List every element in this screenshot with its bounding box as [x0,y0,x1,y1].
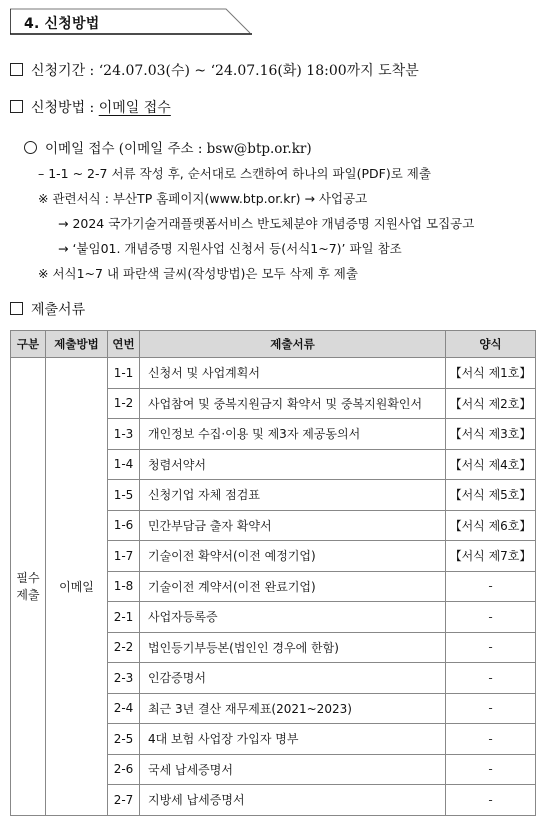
row-form: - [446,754,536,785]
row-form: 【서식 제1호】 [446,358,536,389]
row-form: 【서식 제4호】 [446,449,536,480]
row-form: 【서식 제2호】 [446,388,536,419]
row-no: 2-1 [108,602,140,633]
section-title-box [10,8,252,35]
row-document: 사업참여 및 중복지원금지 확약서 및 중복지원확인서 [140,388,446,419]
email-note1: ※ 관련서식 : 부산TP 홈페이지(www.btp.or.kr) → 사업공고 [38,191,368,206]
table-header-row [11,331,536,358]
email-heading: 이메일 접수 (이메일 주소 : bsw@btp.or.kr) [45,141,312,157]
row-no: 1-6 [108,510,140,541]
method-line: 신청방법 : 이메일 접수 [10,97,171,117]
row-no: 2-2 [108,632,140,663]
category-cell [11,358,46,816]
docs-title-line [10,299,85,319]
row-form: 【서식 제6호】 [446,510,536,541]
row-no: 1-1 [108,358,140,389]
checkbox-square-icon [10,63,23,76]
table-body [11,358,536,816]
row-form: 【서식 제7호】 [446,541,536,572]
row-document: 국세 납세증명서 [140,754,446,785]
row-no: 2-6 [108,754,140,785]
row-document: 인감증명서 [140,663,446,694]
row-no: 2-7 [108,785,140,816]
table-row [11,358,536,389]
row-document: 개인정보 수집·이용 및 제3자 제공동의서 [140,419,446,450]
email-heading-line [24,137,312,157]
row-document: 최근 3년 결산 재무제표(2021~2023) [140,693,446,724]
row-form: - [446,571,536,602]
row-form: 【서식 제5호】 [446,480,536,511]
checkbox-square-icon [10,302,23,315]
method-value: 이메일 접수 [98,100,171,116]
row-no: 1-3 [108,419,140,450]
header-category: 구분 [11,331,46,358]
header-method: 제출방법 [46,331,108,358]
row-form: - [446,663,536,694]
row-document: 4대 보험 사업장 가입자 명부 [140,724,446,755]
checkbox-square-icon [10,100,23,113]
row-document: 기술이전 계약서(이전 완료기업) [140,571,446,602]
row-no: 1-7 [108,541,140,572]
row-form: - [446,785,536,816]
header-no: 연번 [108,331,140,358]
submit-method-cell: 이메일 [46,358,108,816]
row-form: - [446,602,536,633]
row-no: 1-2 [108,388,140,419]
section-title: 4. 신청방법 [24,16,100,32]
email-note1-sub2: → ‘붙임01. 개념증명 지원사업 신청서 등(서식1~7)’ 파일 참조 [58,241,402,256]
row-no: 2-3 [108,663,140,694]
email-line1: – 1-1 ~ 2-7 서류 작성 후, 순서대로 스캔하여 하나의 파일(PDF)로 제출 [38,166,431,181]
header-document: 제출서류 [140,331,446,358]
row-document: 사업자등록증 [140,602,446,633]
row-no: 1-4 [108,449,140,480]
method-label: 신청방법 [31,100,86,116]
category-line1: 필수 [16,571,40,586]
period-label: 신청기간 [31,63,86,79]
row-form: 【서식 제3호】 [446,419,536,450]
documents-table [10,330,536,816]
row-no: 1-5 [108,480,140,511]
row-form: - [446,693,536,724]
row-document: 법인등기부등본(법인인 경우에 한함) [140,632,446,663]
email-note2: ※ 서식1~7 내 파란색 글씨(작성방법)은 모두 삭제 후 제출 [38,266,358,281]
header-form: 양식 [446,331,536,358]
period-line: 신청기간 : ‘24.07.03(수) ~ ‘24.07.16(화) 18:00까지 도착분 [10,60,419,80]
circle-bullet-icon [24,141,37,154]
row-form: - [446,724,536,755]
row-document: 민간부담금 출자 확약서 [140,510,446,541]
period-value: ‘24.07.03(수) ~ ‘24.07.16(화) 18:00까지 도착분 [98,63,419,79]
row-form: - [446,632,536,663]
row-no: 2-5 [108,724,140,755]
email-note1-sub: → 2024 국가기술거래플랫폼서비스 반도체분야 개념증명 지원사업 모집공고 [58,216,475,231]
docs-title: 제출서류 [31,302,86,318]
row-no: 2-4 [108,693,140,724]
category-line2: 제출 [16,588,40,603]
row-document: 신청서 및 사업계획서 [140,358,446,389]
row-document: 기술이전 확약서(이전 예정기업) [140,541,446,572]
row-document: 청렴서약서 [140,449,446,480]
row-document: 신청기업 자체 점검표 [140,480,446,511]
row-document: 지방세 납세증명서 [140,785,446,816]
row-no: 1-8 [108,571,140,602]
